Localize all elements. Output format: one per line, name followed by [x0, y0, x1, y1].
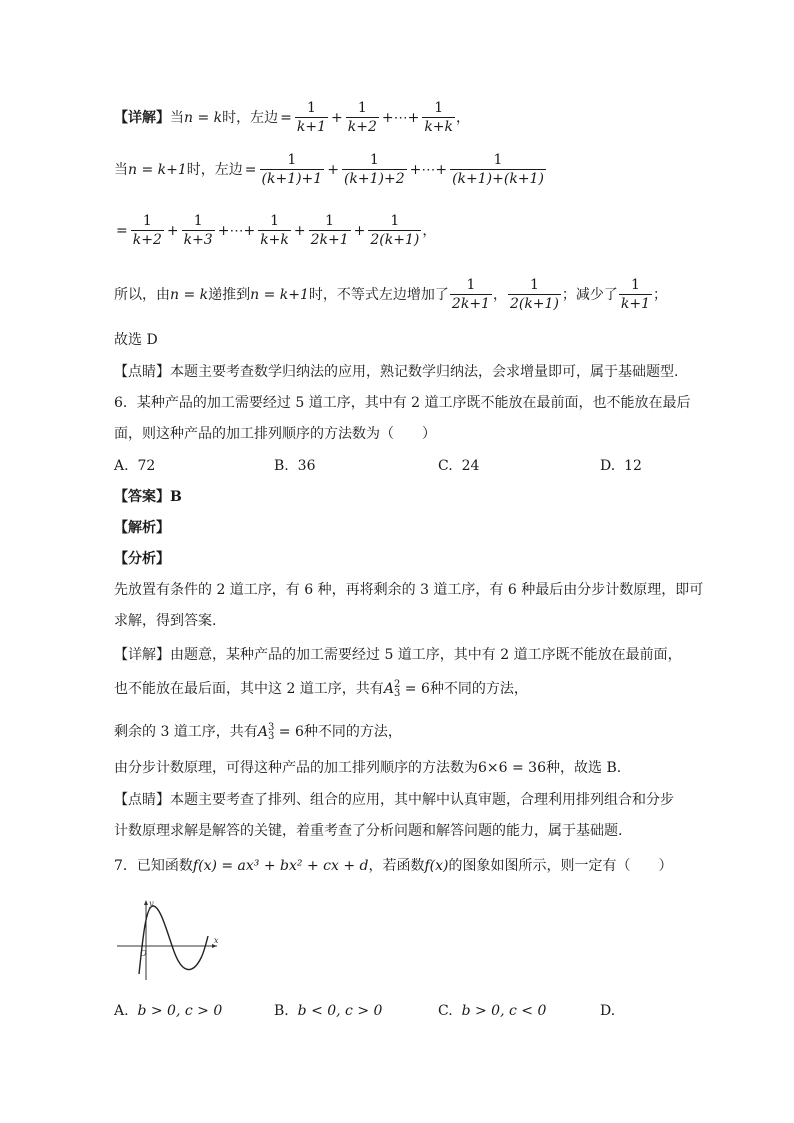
- fraction: $\frac{1}{k+k}$: [424, 100, 454, 135]
- origin-label: O: [140, 949, 147, 958]
- fraction: $\frac{1}{(k+1)+1}$: [261, 152, 323, 187]
- fraction: $\frac{1}{k+2}$: [132, 213, 162, 248]
- fraction: $\frac{1}{k+1}$: [620, 277, 651, 312]
- q6-xiangjie-1: 【详解】由题意，某种产品的加工需要经过 5 道工序，其中有 2 道工序既不能放在最前面，: [114, 647, 682, 663]
- function-curve: [139, 906, 208, 974]
- detail-line-1: 【详解】当n = k时，左边 = $\frac{1}{k+1}$ + $\frac{1}{k+2}$ +⋯+ $\frac{1}{k+k}$ ，: [114, 100, 471, 135]
- fraction: $\frac{1}{k+1}$: [296, 100, 326, 135]
- fraction: $\frac{1}{(k+1)+2}$: [343, 152, 405, 187]
- q6-option-c: C. 24: [438, 458, 480, 474]
- q6-xiangjie-3: 剩余的 3 道工序，共有A 3 3 = 6种不同的方法，: [114, 722, 402, 742]
- q7-option-b: B. b < 0, c > 0: [274, 1003, 383, 1019]
- q6-answer: 【答案】B: [114, 489, 182, 505]
- fraction: $\frac{1}{2(k+1)}$: [509, 277, 559, 312]
- fraction: $\frac{1}{k+k}$: [260, 213, 289, 248]
- q6-fenxi-2: 求解，得到答案.: [114, 613, 217, 629]
- q6-option-a: A. 72: [114, 458, 156, 474]
- fraction: $\frac{1}{2(k+1)}$: [370, 213, 420, 248]
- condition-math: n = k: [184, 110, 223, 126]
- x-axis-label: x: [214, 936, 219, 945]
- detail-tag: 【详解】: [114, 110, 170, 126]
- q6-stem-2: 面，则这种产品的加工排列顺序的方法数为（ ）: [114, 426, 436, 442]
- fraction: $\frac{1}{2k+1}$: [310, 213, 349, 248]
- y-axis-label: y: [149, 899, 154, 908]
- choose-d-line: 故选 D: [114, 332, 158, 348]
- detail-line-3: = $\frac{1}{k+2}$ + $\frac{1}{k+3}$ +⋯+ $\frac{1}{k+k}$ + $\frac{1}{2k+1}$ + $\frac{1}{2(k+1)}$ ，: [116, 213, 437, 248]
- q7-option-d: D.: [600, 1003, 616, 1019]
- y-axis-arrow: [144, 900, 148, 905]
- q6-dianjing-1: 【点睛】本题主要考查了排列、组合的应用，其中解中认真审题，合理利用排列组合和分步: [114, 792, 674, 808]
- q6-option-b: B. 36: [274, 458, 316, 474]
- detail-line-2: 当n = k+1时，左边 = $\frac{1}{(k+1)+1}$ + $\frac{1}{(k+1)+2}$ +⋯+ $\frac{1}{(k+1)+(k+1)}$: [114, 152, 544, 187]
- dianjing-line: 【点睛】本题主要考查数学归纳法的应用，熟记数学归纳法，会求增量即可，属于基础题型.: [114, 364, 679, 380]
- fraction: $\frac{1}{2k+1}$: [451, 277, 490, 312]
- q6-jiexi: 【解析】: [114, 520, 170, 536]
- q6-stem-1: 6．某种产品的加工需要经过 5 道工序，其中有 2 道工序既不能放在最前面，也不能放在最后: [114, 395, 691, 411]
- fraction: $\frac{1}{k+3}$: [183, 213, 213, 248]
- fraction: $\frac{1}{k+2}$: [347, 100, 377, 135]
- q7-option-c: C. b > 0, c < 0: [438, 1003, 547, 1019]
- q6-dianjing-2: 计数原理求解是解答的关键，着重考查了分析问题和解答问题的能力，属于基础题.: [114, 823, 623, 839]
- q6-option-d: D. 12: [600, 458, 642, 474]
- q6-fenxi-1: 先放置有条件的 2 道工序，有 6 种，再将剩余的 3 道工序，有 6 种最后由分步计数原理，即可: [114, 582, 704, 598]
- detail-line-4: 所以，由n = k递推到n = k+1时，不等式左边增加了 $\frac{1}{2k+1}$ ， $\frac{1}{2(k+1)}$ ；减少了 $\frac{1}{k+1}$ ；: [114, 277, 668, 312]
- q7-option-a: A. b > 0, c > 0: [114, 1003, 223, 1019]
- q7-stem: 7．已知函数f(x) = ax³ + bx² + cx + d，若函数f(x)的图象如图所示，则一定有（ ）: [114, 858, 673, 874]
- cubic-function-graph: [113, 896, 223, 982]
- q6-fenxi: 【分析】: [114, 551, 170, 567]
- q6-xiangjie-4: 由分步计数原理，可得这种产品的加工排列顺序的方法数为6×6 = 36种，故选 B.: [114, 760, 622, 776]
- graph-axes: [117, 902, 217, 980]
- fraction: $\frac{1}{(k+1)+(k+1)}$: [452, 152, 544, 187]
- q6-xiangjie-2: 也不能放在最后面，其中这 2 道工序，共有A 2 3 = 6种不同的方法，: [114, 679, 528, 699]
